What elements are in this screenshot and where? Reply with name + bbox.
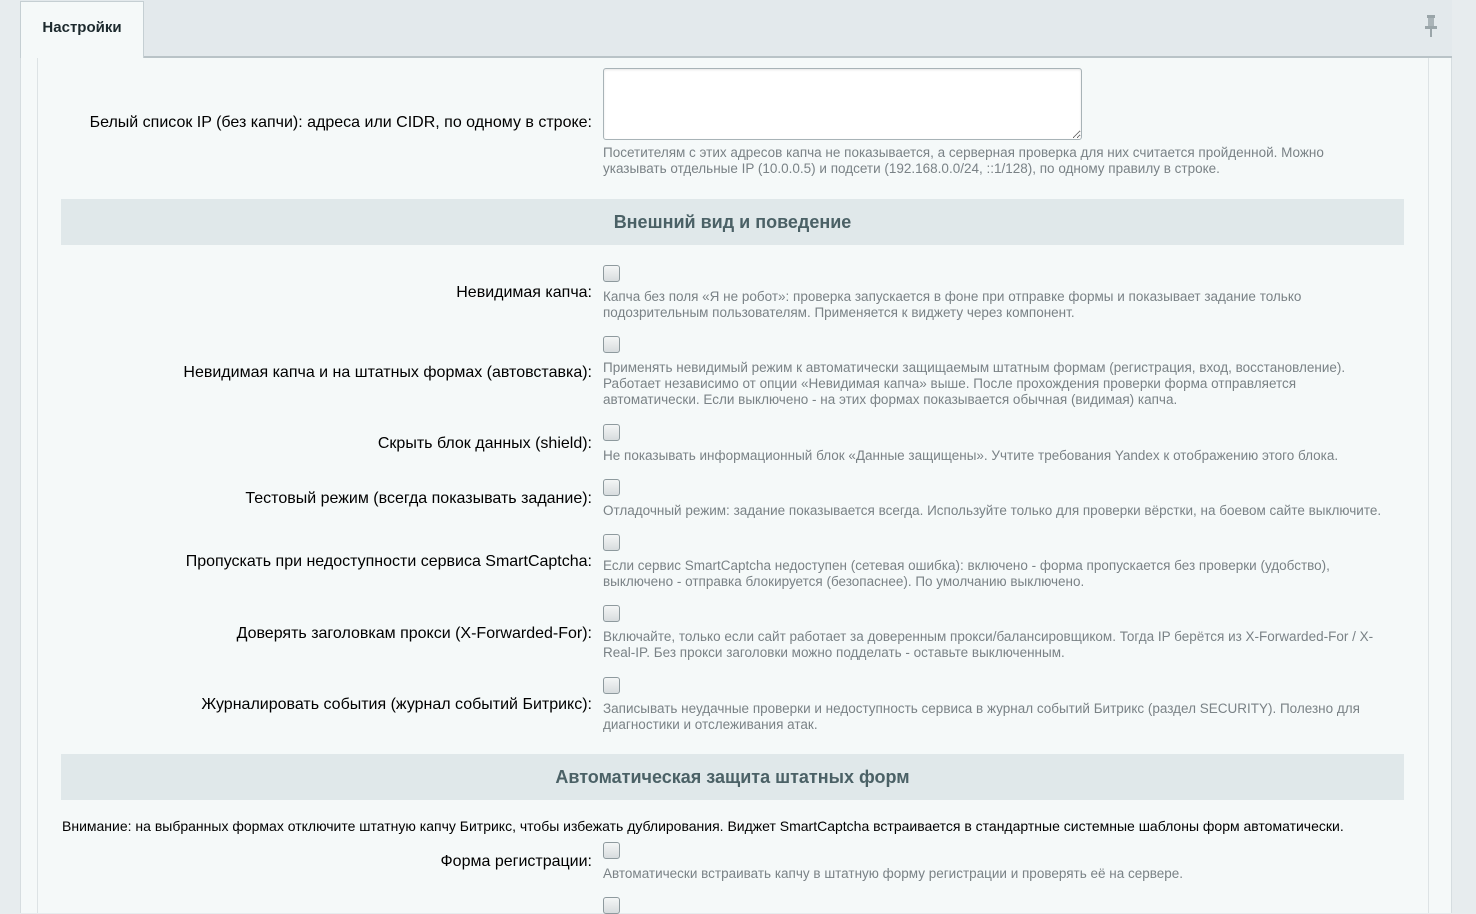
option-hint: Отладочный режим: задание показывается всегда. Используйте только для проверки вёрстки, на боевом сайте выключите. [603, 503, 1382, 518]
option-label: Скрыть блок данных (shield): [377, 435, 592, 452]
option-hint: Применять невидимый режим к автоматически защищаемым штатным формам (регистрация, вход, восстановление). Работает независимо от опции «Невидимая капча» выше. После прохождения проверки форма отправляется автоматически. Если выключено - на этих формах показывается обычная (видимая) капча. [603, 360, 1346, 407]
forms-notice: Внимание: на выбранных формах отключите штатную капчу Битрикс, чтобы избежать дублирования. Виджет SmartCaptcha встраивается в стандартные системные шаблоны форм автоматически. [62, 818, 1344, 834]
hide-shield-checkbox[interactable] [603, 424, 620, 441]
option-label: Журналировать события (журнал событий Битрикс): [201, 696, 592, 713]
skip-unavailable-checkbox[interactable] [603, 534, 620, 551]
ip-whitelist-hint: Посетителям с этих адресов капча не показывается, а серверная проверка для них считается пройденной. Можно указывать отдельные IP (10.0.0.5) и подсети (192.168.0.0/24, ::1/128), по одному правилу в строке. [603, 145, 1324, 176]
ip-whitelist-label: Белый список IP (без капчи): адреса или CIDR, по одному в строке: [89, 114, 592, 131]
tab-settings[interactable]: Настройки [20, 1, 144, 59]
test-mode-checkbox[interactable] [603, 479, 620, 496]
option-hint: Не показывать информационный блок «Данные защищены». Учтите требования Yandex к отображению этого блока. [603, 448, 1339, 463]
invisible-autoinsert-checkbox[interactable] [603, 336, 620, 353]
option-label: Невидимая капча и на штатных формах (автовставка): [183, 364, 592, 381]
option-hint: Капча без поля «Я не робот»: проверка запускается в фоне при отправке формы и показывает задание только подозрительным пользователям. Применяется к виджету через компонент. [603, 289, 1302, 320]
option-label: Тестовый режим (всегда показывать задание): [245, 490, 592, 507]
pin-icon[interactable] [1424, 14, 1438, 38]
section-forms: Автоматическая защита штатных форм [61, 754, 1404, 800]
tab-bar [20, 0, 1452, 58]
option-label: Пропускать при недоступности сервиса SmartCaptcha: [185, 553, 592, 570]
invisible-captcha-checkbox[interactable] [603, 265, 620, 282]
option-label: Доверять заголовкам прокси (X-Forwarded-For): [236, 625, 592, 642]
section-appearance: Внешний вид и поведение [61, 199, 1404, 245]
log-events-checkbox[interactable] [603, 677, 620, 694]
next-form-checkbox[interactable] [603, 897, 620, 914]
option-hint: Включайте, только если сайт работает за доверенным прокси/балансировщиком. Тогда IP берётся из X-Forwarded-For / X-Real-IP. Без прокси заголовки можно подделать - оставьте выключенным. [603, 629, 1374, 660]
option-label: Невидимая капча: [456, 284, 592, 301]
ip-whitelist-textarea[interactable] [603, 68, 1082, 140]
registration-form-checkbox[interactable] [603, 842, 620, 859]
option-hint: Записывать неудачные проверки и недоступность сервиса в журнал событий Битрикс (раздел SECURITY). Полезно для диагностики и отслеживания атак. [603, 701, 1360, 732]
form-option-label: Форма регистрации: [440, 853, 592, 870]
form-option-hint: Автоматически встраивать капчу в штатную форму регистрации и проверять её на сервере. [603, 866, 1184, 881]
option-hint: Если сервис SmartCaptcha недоступен (сетевая ошибка): включено - форма пропускается без проверки (удобство), выключено - отправка блокируется (безопаснее). По умолчанию выключено. [603, 558, 1330, 589]
trust-proxy-checkbox[interactable] [603, 605, 620, 622]
